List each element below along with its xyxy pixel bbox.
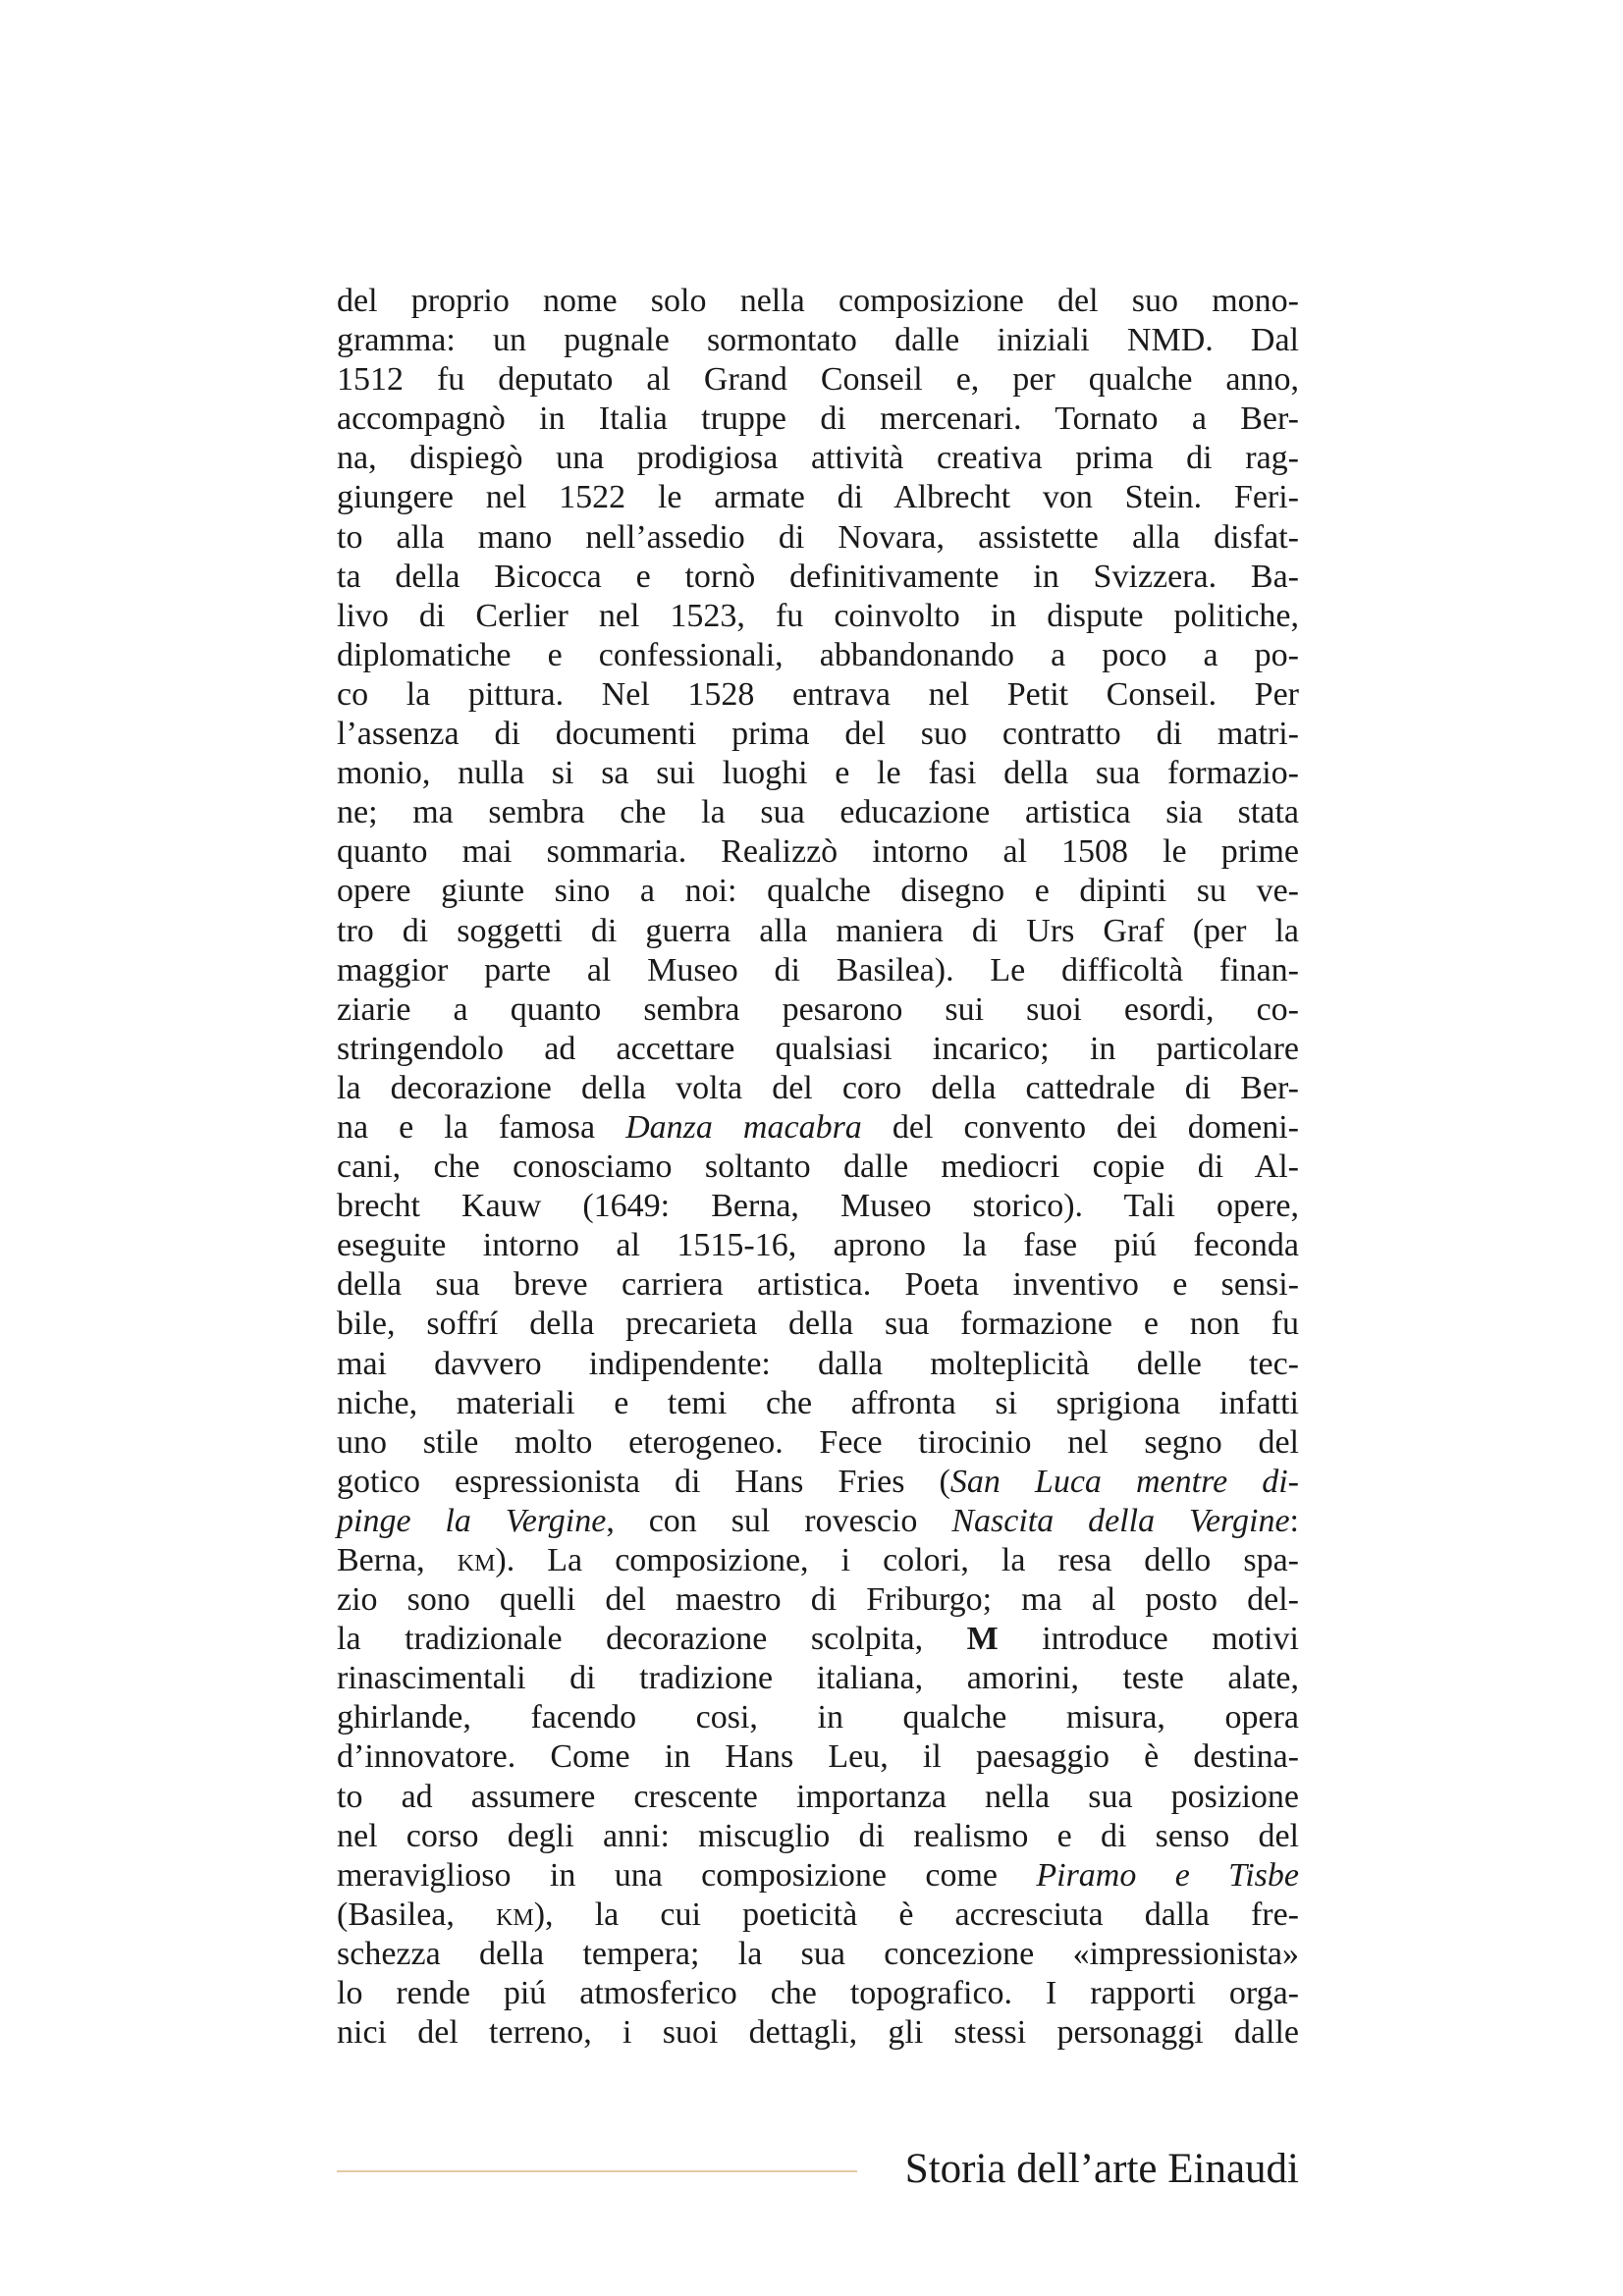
italic-title: Danza macabra	[625, 1108, 862, 1146]
text-segment: co la pittura. Nel 1528 entrava nel Petit Conseil. Per	[337, 675, 1299, 713]
text-line	[337, 1541, 1299, 1580]
text-segment: to alla mano nell’assedio di Novara, assistette alla disfat-	[337, 518, 1299, 556]
text-line	[337, 872, 1299, 911]
text-segment: del proprio nome solo nella composizione del suo mono-	[337, 283, 1299, 319]
text-segment: quanto mai sommaria. Realizzò intorno al 1508 le prime	[337, 833, 1299, 871]
text-segment: brecht Kauw (1649: Berna, Museo storico). Tali opere,	[337, 1188, 1299, 1225]
text-line	[337, 1148, 1299, 1187]
text-line	[337, 1698, 1299, 1737]
text-segment: ghirlande, facendo cosi, in qualche misura, opera	[337, 1699, 1299, 1736]
text-segment: nici del terreno, i suoi dettagli, gli stessi personaggi dalle	[337, 2014, 1299, 2052]
text-segment: eseguite intorno al 1515-16, aprono la fase piú feconda	[337, 1227, 1299, 1264]
text-line	[337, 1345, 1299, 1384]
italic-title: pinge la Vergine	[337, 1502, 607, 1539]
italic-title: San Luca mentre di-	[949, 1463, 1299, 1500]
text-segment: :	[1289, 1502, 1299, 1539]
text-segment: introduce motivi	[998, 1621, 1299, 1658]
text-segment: del convento dei domeni-	[861, 1108, 1300, 1146]
text-line	[337, 558, 1299, 597]
text-segment: cani, che conosciamo soltanto dalle mediocri copie di Al-	[337, 1148, 1299, 1186]
text-line	[337, 1384, 1299, 1423]
text-line	[337, 754, 1299, 793]
text-segment: opere giunte sino a noi: qualche disegno e dipinti su ve-	[337, 873, 1299, 910]
text-segment: maggior parte al Museo di Basilea). Le difficoltà finan-	[337, 951, 1299, 988]
text-segment: ), la cui poeticità è accresciuta dalla fre-	[533, 1896, 1299, 1933]
text-segment: niche, materiali e temi che affronta si sprigiona infatti	[337, 1384, 1299, 1421]
text-segment: nel corso degli anni: miscuglio di realismo e di senso del	[337, 1817, 1299, 1854]
text-line	[337, 1502, 1299, 1541]
bold-initial: M	[966, 1621, 999, 1658]
text-segment: zio sono quelli del maestro di Friburgo; ma al posto del-	[337, 1581, 1299, 1619]
text-segment: gotico espressionista di Hans Fries (	[337, 1463, 950, 1500]
text-segment: gramma: un pugnale sormontato dalle iniziali NMD. Dal	[337, 322, 1299, 359]
text-line	[337, 951, 1299, 990]
text-segment: ta della Bicocca e tornò definitivamente in Svizzera. Ba-	[337, 558, 1299, 595]
text-segment: mai davvero indipendente: dalla molteplicità delle tec-	[337, 1345, 1299, 1382]
text-line	[337, 1778, 1299, 1817]
text-line	[337, 478, 1299, 517]
text-segment: meraviglioso in una composizione come	[337, 1856, 1037, 1894]
text-line	[337, 1620, 1299, 1659]
text-line	[337, 282, 1299, 321]
footer-rule	[337, 2170, 857, 2172]
text-segment: diplomatiche e confessionali, abbandonando a poco a po-	[337, 636, 1299, 673]
text-line	[337, 400, 1299, 439]
text-segment: bile, soffrí della precarieta della sua formazione e non fu	[337, 1306, 1299, 1343]
text-line	[337, 1265, 1299, 1305]
text-line	[337, 675, 1299, 715]
text-segment: accompagnò in Italia truppe di mercenari. Tornato a Ber-	[337, 400, 1299, 438]
text-line	[337, 990, 1299, 1030]
text-segment: , con sul rovescio	[606, 1502, 952, 1539]
text-line	[337, 1737, 1299, 1777]
text-segment: ziarie a quanto sembra pesarono sui suoi esordi, co-	[337, 990, 1299, 1028]
text-line	[337, 1896, 1299, 1935]
text-line	[337, 1423, 1299, 1463]
text-line	[337, 1935, 1299, 1974]
text-line	[337, 439, 1299, 478]
text-segment: la tradizionale decorazione scolpita,	[337, 1621, 967, 1658]
text-line	[337, 636, 1299, 675]
text-segment: uno stile molto eterogeneo. Fece tirocinio nel segno del	[337, 1423, 1299, 1461]
text-segment: schezza della tempera; la sua concezione «impressionista»	[337, 1935, 1299, 1972]
text-line	[337, 832, 1299, 872]
text-line	[337, 1187, 1299, 1226]
text-segment: rinascimentali di tradizione italiana, amorini, teste alate,	[337, 1660, 1299, 1697]
text-segment: d’innovatore. Come in Hans Leu, il paesaggio è destina-	[337, 1738, 1299, 1776]
text-line	[337, 1580, 1299, 1620]
text-line	[337, 793, 1299, 832]
text-line	[337, 1463, 1299, 1502]
text-line	[337, 2013, 1299, 2053]
text-segment: l’assenza di documenti prima del suo contratto di matri-	[337, 716, 1299, 753]
text-line	[337, 597, 1299, 636]
text-line	[337, 1817, 1299, 1856]
text-line	[337, 1069, 1299, 1108]
text-segment: na, dispiegò una prodigiosa attività creativa prima di rag-	[337, 440, 1299, 477]
text-segment: la decorazione della volta del coro della cattedrale di Ber-	[337, 1069, 1299, 1106]
text-segment: ). La composizione, i colori, la resa dello spa-	[495, 1542, 1299, 1578]
text-segment: (Basilea,	[337, 1896, 497, 1933]
body-text	[337, 282, 1299, 2053]
text-segment: tro di soggetti di guerra alla maniera di Urs Graf (per la	[337, 912, 1299, 949]
text-segment: Berna,	[337, 1542, 458, 1578]
text-line	[337, 360, 1299, 400]
italic-title: Nascita della Vergine	[951, 1502, 1290, 1539]
text-line	[337, 1974, 1299, 2013]
text-line	[337, 912, 1299, 951]
text-line	[337, 1030, 1299, 1069]
text-line	[337, 1856, 1299, 1896]
text-segment: livo di Cerlier nel 1523, fu coinvolto in dispute politiche,	[337, 597, 1299, 634]
text-segment: to ad assumere crescente importanza nella sua posizione	[337, 1778, 1299, 1815]
text-segment: na e la famosa	[337, 1108, 626, 1146]
text-line	[337, 518, 1299, 558]
footer-title: Storia dell’arte Einaudi	[904, 2146, 1299, 2192]
text-segment: monio, nulla si sa sui luoghi e le fasi della sua formazio-	[337, 755, 1299, 792]
small-caps-abbrev: km	[496, 1896, 534, 1933]
text-segment: ne; ma sembra che la sua educazione artistica sia stata	[337, 794, 1299, 831]
italic-title: Piramo e Tisbe	[1036, 1856, 1299, 1894]
text-line	[337, 1305, 1299, 1344]
text-segment: 1512 fu deputato al Grand Conseil e, per qualche anno,	[337, 361, 1299, 399]
text-line	[337, 1108, 1299, 1148]
small-caps-abbrev: km	[457, 1542, 496, 1578]
text-segment: giungere nel 1522 le armate di Albrecht von Stein. Feri-	[337, 479, 1299, 516]
text-segment: stringendolo ad accettare qualsiasi incarico; in particolare	[337, 1030, 1299, 1067]
text-line	[337, 1226, 1299, 1265]
text-line	[337, 1659, 1299, 1698]
text-segment: lo rende piú atmosferico che topografico. I rapporti orga-	[337, 1975, 1299, 2012]
text-line	[337, 715, 1299, 754]
text-segment: della sua breve carriera artistica. Poeta inventivo e sensi-	[337, 1266, 1299, 1304]
text-line	[337, 321, 1299, 360]
